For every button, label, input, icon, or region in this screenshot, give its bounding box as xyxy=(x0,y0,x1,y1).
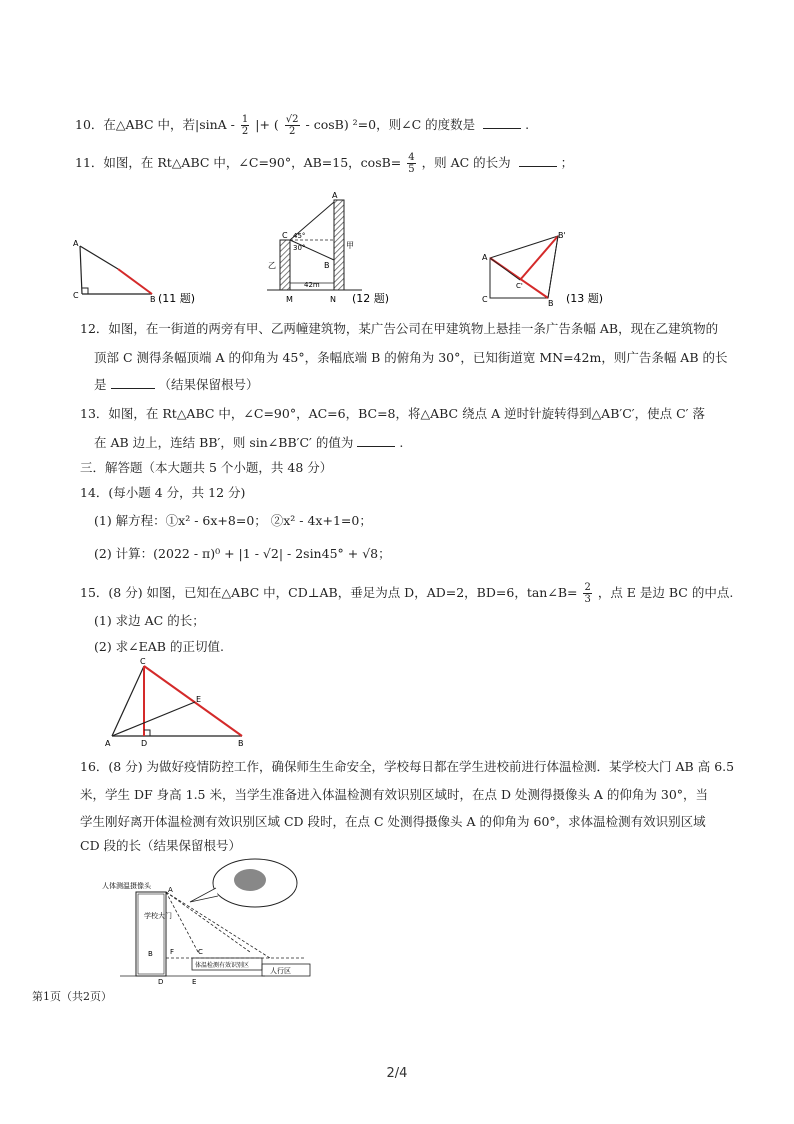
fig12-label-n: N xyxy=(330,295,336,304)
figure-11 xyxy=(70,236,220,308)
fig13-label-c: C xyxy=(482,295,488,304)
fig11-caption: (11 题) xyxy=(158,292,196,305)
question-12-line-3: 是 （结果保留根号） xyxy=(94,377,259,392)
fig16-label-c: C xyxy=(198,948,203,956)
fig12-caption: (12 题) xyxy=(352,292,390,305)
question-14-part-1: (1) 解方程：①x² - 6x+8=0； ②x² - 4x+1=0； xyxy=(94,513,372,528)
question-11: 11．如图，在 Rt△ABC 中，∠C=90°，AB=15，cosB= $\frac{4}{5}$ ，则 AC 的长为 ； xyxy=(75,152,574,175)
question-15-part-1: (1) 求边 AC 的长； xyxy=(94,613,205,628)
question-15-part-2: (2) 求∠EAB 的正切值. xyxy=(94,639,224,654)
question-16-line-3: 学生刚好离开体温检测有效识别区域 CD 段时，在点 C 处测得摄像头 A 的仰角为 60°，求体温检测有效识别区域 xyxy=(80,814,706,829)
figure-16 xyxy=(100,858,340,988)
fig16-walk-zone-label: 人行区 xyxy=(270,967,291,975)
fig11-label-a: A xyxy=(73,239,79,248)
fig12-distance: 42m xyxy=(304,281,320,289)
q13-answer-blank[interactable] xyxy=(357,434,395,447)
fig13-label-a: A xyxy=(482,253,488,262)
section-3-heading: 三．解答题（本大题共 5 个小题，共 48 分） xyxy=(80,460,333,475)
q15-fraction: $\frac{2}{3}$ xyxy=(584,582,591,605)
question-16-line-2: 米，学生 DF 身高 1.5 米，当学生准备进入体温检测有效识别区域时，在点 D 处测得摄像头 A 的仰角为 30°，当 xyxy=(80,787,709,802)
fig12-label-c: C xyxy=(282,231,288,240)
fig12-label-b: B xyxy=(324,261,330,270)
q12-answer-blank[interactable] xyxy=(111,376,155,389)
q10-fraction-half: $\frac{1}{2}$ xyxy=(241,114,249,137)
fig12-label-jia: 甲 xyxy=(346,241,354,250)
fig13-label-cprime: C' xyxy=(516,282,523,290)
fig15-label-c: C xyxy=(140,657,146,666)
fig16-label-b: B xyxy=(148,950,153,958)
q11-answer-blank[interactable] xyxy=(519,154,557,167)
fig15-label-d: D xyxy=(141,739,148,748)
fig16-label-d: D xyxy=(158,978,164,986)
question-13-line-2: 在 AB 边上，连结 BB′，则 sin∠BB′C′ 的值为 . xyxy=(94,435,404,450)
q10-fraction-root: $\frac{√2}{2}$ xyxy=(285,114,299,137)
figure-15 xyxy=(102,656,252,748)
q11-post: ，则 AC 的长为 xyxy=(421,155,511,170)
q11-fraction: $\frac{4}{5}$ xyxy=(408,152,415,175)
fig11-label-b: B xyxy=(150,295,156,304)
figure-13 xyxy=(478,228,628,308)
question-16-line-4: CD 段的长（结果保留根号） xyxy=(80,838,242,853)
fig12-label-m: M xyxy=(286,295,293,304)
sheet-footer: 第1页（共2页） xyxy=(32,990,112,1003)
q10-mid: |+ ( xyxy=(255,117,279,132)
q10-answer-blank[interactable] xyxy=(483,116,521,129)
fig15-label-e: E xyxy=(196,695,202,704)
fig12-label-a: A xyxy=(332,191,338,200)
question-15: 15．(8 分) 如图，已知在△ABC 中，CD⊥AB，垂足为点 D，AD=2，BD=6，tan∠B= $\frac{2}{3}$ ，点 E 是边 BC 的中点. xyxy=(80,582,734,605)
question-12-line-2: 顶部 C 测得条幅顶端 A 的仰角为 45°，条幅底端 B 的俯角为 30°，已知街道宽 MN=42m，则广告条幅 AB 的长 xyxy=(94,350,728,365)
question-14-part-2: (2) 计算：(2022 - π)⁰ + |1 - √2| - 2sin45° + √8； xyxy=(94,546,391,561)
fig16-label-a: A xyxy=(168,886,173,894)
fig16-camera-label: 人体测温摄像头 xyxy=(102,882,151,890)
question-13-line-1: 13．如图，在 Rt△ABC 中，∠C=90°，AC=6，BC=8，将△ABC 绕点 A 逆时针旋转得到△AB′C′，使点 C′ 落 xyxy=(80,406,705,421)
fig16-label-f: F xyxy=(170,948,175,956)
q10-pre: 10．在△ABC 中，若|sinA - xyxy=(75,117,235,132)
fig15-label-b: B xyxy=(238,739,244,748)
q10-post: - cosB) ²=0，则∠C 的度数是 xyxy=(305,117,476,132)
fig16-gate-label: 学校大门 xyxy=(144,912,172,920)
question-10: 10．在△ABC 中，若|sinA - $\frac{1}{2}$ |+ ( $\frac{√2}{2}$ - cosB) ²=0，则∠C 的度数是 . xyxy=(75,114,530,137)
fig15-label-a: A xyxy=(105,739,111,748)
fig13-label-b: B xyxy=(548,299,554,308)
fig11-label-c: C xyxy=(73,291,79,300)
fig12-angle-45: 45° xyxy=(293,232,306,240)
fig12-label-yi: 乙 xyxy=(268,261,276,270)
q11-pre: 11．如图，在 Rt△ABC 中，∠C=90°，AB=15，cosB= xyxy=(75,155,402,170)
page-number: 2/4 xyxy=(386,1066,408,1081)
fig13-caption: (13 题) xyxy=(566,292,604,305)
fig13-label-bprime: B' xyxy=(558,231,566,240)
fig16-zone-label: 体温检测有效识别区 xyxy=(195,962,250,969)
fig16-label-e: E xyxy=(192,978,197,986)
question-12-line-1: 12．如图，在一街道的两旁有甲、乙两幢建筑物，某广告公司在甲建筑物上悬挂一条广告条幅 AB，现在乙建筑物的 xyxy=(80,321,719,336)
question-14-heading: 14．(每小题 4 分，共 12 分) xyxy=(80,485,246,500)
fig12-angle-30: 30° xyxy=(293,244,306,252)
question-16-line-1: 16．(8 分) 为做好疫情防控工作，确保师生生命安全，学校每日都在学生进校前进行体温检测．某学校大门 AB 高 6.5 xyxy=(80,759,735,774)
figure-12 xyxy=(262,190,412,310)
